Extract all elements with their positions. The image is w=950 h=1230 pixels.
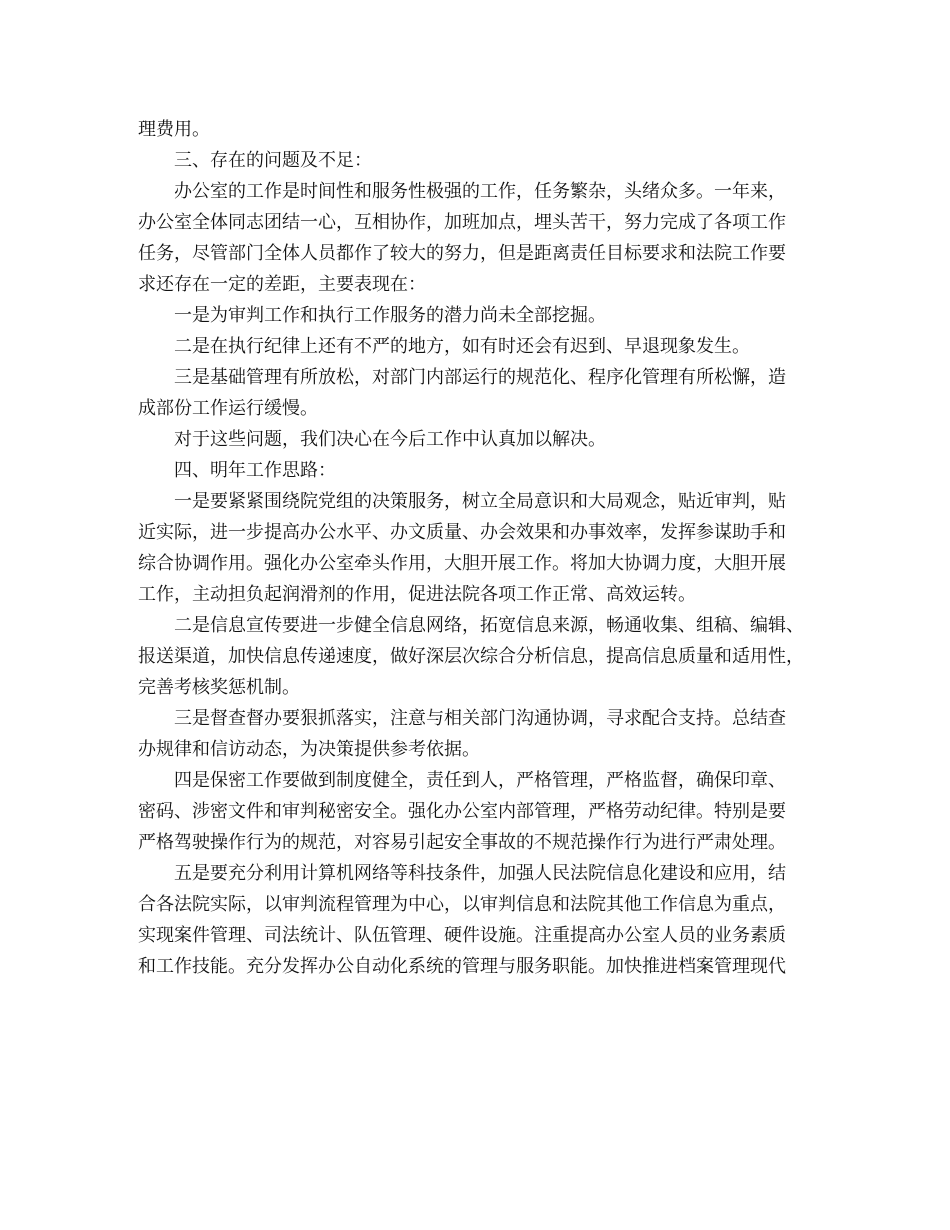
text-line: 三是基础管理有所放松，对部门内部运行的规范化、程序化管理有所松懈，造 (174, 367, 786, 388)
text-line: 三是督查督办要狠抓落实，注意与相关部门沟通协调，寻求配合支持。总结查 (174, 708, 786, 729)
text-line: 办公室的工作是时间性和服务性极强的工作，任务繁杂，头绪众多。一年来， (174, 181, 786, 202)
text-line: 近实际，进一步提高办公水平、办文质量、办会效果和办事效率，发挥参谋助手和 (138, 522, 786, 543)
text-line: 密码、涉密文件和审判秘密安全。强化办公室内部管理，严格劳动纪律。特别是要 (138, 801, 786, 822)
text-line: 和工作技能。充分发挥办公自动化系统的管理与服务职能。加快推进档案管理现代 (138, 956, 786, 977)
document-body (138, 114, 818, 982)
text-line: 任务，尽管部门全体人员都作了较大的努力，但是距离责任目标要求和法院工作要 (138, 243, 786, 264)
text-line: 一是要紧紧围绕院党组的决策服务，树立全局意识和大局观念，贴近审判，贴 (174, 491, 786, 512)
text-line: 报送渠道，加快信息传递速度，做好深层次综合分析信息，提高信息质量和适用性， (138, 646, 804, 667)
text-line: 二是在执行纪律上还有不严的地方，如有时还会有迟到、早退现象发生。 (174, 336, 750, 357)
text-line: 工作，主动担负起润滑剂的作用，促进法院各项工作正常、高效运转。 (138, 584, 696, 605)
text-line: 求还存在一定的差距，主要表现在： (138, 274, 426, 295)
text-line: 办公室全体同志团结一心，互相协作，加班加点，埋头苦干，努力完成了各项工作 (138, 212, 786, 233)
text-line: 五是要充分利用计算机网络等科技条件，加强人民法院信息化建设和应用，结 (174, 863, 786, 884)
text-line: 成部份工作运行缓慢。 (138, 398, 318, 419)
text-line: 完善考核奖惩机制。 (138, 677, 300, 698)
text-line: 二是信息宣传要进一步健全信息网络，拓宽信息来源，畅通收集、组稿、编辑、 (174, 615, 804, 636)
text-line: 四、明年工作思路： (174, 460, 336, 481)
text-line: 合各法院实际，以审判流程管理为中心，以审判信息和法院其他工作信息为重点， (138, 894, 786, 915)
text-line: 理费用。 (138, 119, 210, 140)
text-line: 对于这些问题，我们决心在今后工作中认真加以解决。 (174, 429, 606, 450)
text-line: 三、存在的问题及不足： (174, 150, 372, 171)
text-line: 实现案件管理、司法统计、队伍管理、硬件设施。注重提高办公室人员的业务素质 (138, 925, 786, 946)
text-line: 四是保密工作要做到制度健全，责任到人，严格管理，严格监督，确保印章、 (174, 770, 786, 791)
text-line: 一是为审判工作和执行工作服务的潜力尚未全部挖掘。 (174, 305, 606, 326)
text-line: 严格驾驶操作行为的规范，对容易引起安全事故的不规范操作行为进行严肃处理。 (138, 832, 786, 853)
text-line: 综合协调作用。强化办公室牵头作用，大胆开展工作。将加大协调力度，大胆开展 (138, 553, 786, 574)
text-line: 办规律和信访动态，为决策提供参考依据。 (138, 739, 480, 760)
